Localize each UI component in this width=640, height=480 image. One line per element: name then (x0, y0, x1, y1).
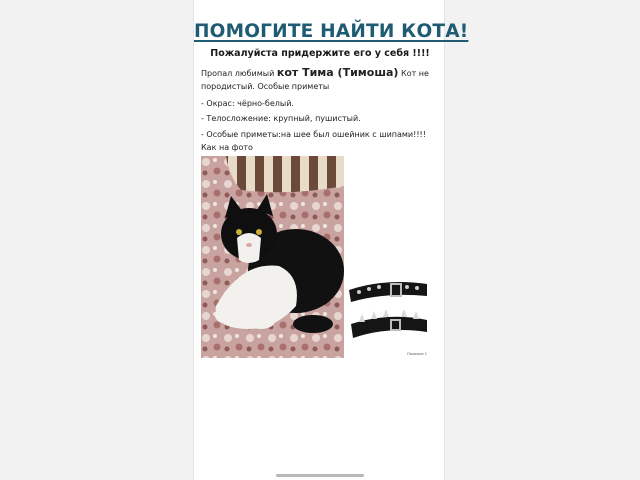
collar-photo (345, 276, 431, 358)
cat-illustration (201, 156, 344, 358)
page-subtitle: Пожалуйста придержите его у себя !!!! (210, 48, 430, 59)
intro-suffix: Кот не породистый. Особые приметы (201, 69, 429, 91)
collar-illustration (345, 276, 431, 358)
cat-name: кот Тима (Тимоша) (276, 66, 399, 79)
marks-line: - Особые приметы:на шее был ошейник с шипами!!!! Как на фото (201, 130, 426, 152)
scroll-handle[interactable] (276, 474, 364, 477)
document-page (193, 0, 469, 480)
intro-paragraph (201, 66, 441, 93)
page-title: ПОМОГИТЕ НАЙТИ КОТА! (194, 21, 469, 42)
color-line: - Окрас: чёрно-белый. (201, 99, 294, 108)
build-line: - Телосложение: крупный, пушистый. (201, 114, 361, 123)
collar-caption: Похожие 1 (407, 352, 427, 356)
intro-prefix: Пропал любимый (201, 69, 277, 78)
cat-photo (201, 156, 344, 358)
